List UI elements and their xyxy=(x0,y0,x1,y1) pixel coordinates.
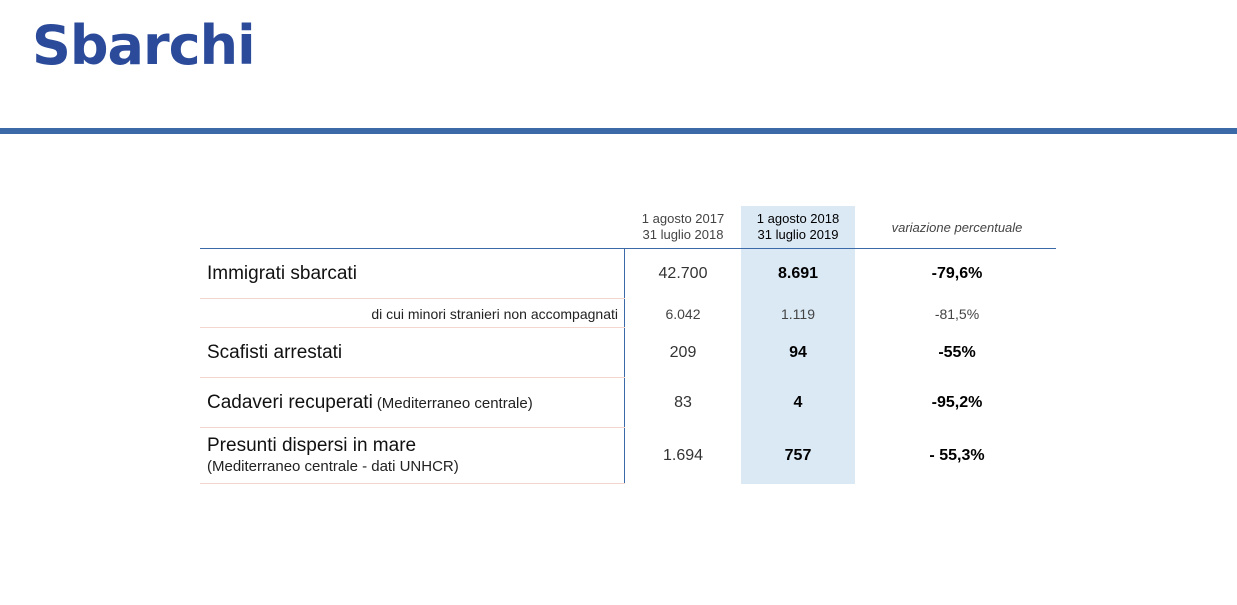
value-prev: 6.042 xyxy=(665,305,701,322)
column-header-variation: variazione percentuale xyxy=(891,220,1023,235)
column-header-curr-period xyxy=(741,211,855,243)
table-row xyxy=(200,328,1056,378)
table-row xyxy=(200,378,1056,428)
row-separator xyxy=(200,483,625,484)
value-variation: -79,6% xyxy=(931,265,983,282)
value-variation: -55% xyxy=(938,344,976,361)
title-divider xyxy=(0,128,1237,134)
column-header-prev-start: 1 agosto 2017 xyxy=(641,211,725,226)
value-curr: 757 xyxy=(784,447,812,464)
value-curr: 1.119 xyxy=(781,305,815,322)
table-row xyxy=(200,428,1056,484)
row-label-group xyxy=(207,378,622,428)
column-header-prev-end: 31 luglio 2018 xyxy=(642,227,724,242)
value-curr: 4 xyxy=(793,394,803,411)
row-label: Cadaveri recuperati xyxy=(207,392,373,413)
value-variation: -95,2% xyxy=(931,394,983,411)
row-label: Scafisti arrestati xyxy=(207,342,343,363)
value-prev: 1.694 xyxy=(662,447,704,464)
table-row xyxy=(200,299,1056,328)
value-curr: 94 xyxy=(789,344,807,361)
column-header-curr-start: 1 agosto 2018 xyxy=(756,211,840,226)
row-label-note: (Mediterraneo centrale) xyxy=(376,394,533,412)
page-title: Sbarchi xyxy=(32,14,255,77)
value-prev: 83 xyxy=(674,394,692,411)
row-label: Presunti dispersi in mare xyxy=(207,435,417,456)
value-variation: - 55,3% xyxy=(929,447,985,464)
row-label-note: (Mediterraneo centrale - dati UNHCR) xyxy=(207,458,459,475)
value-curr: 8.691 xyxy=(777,265,819,282)
row-label: Immigrati sbarcati xyxy=(207,263,357,284)
table-row xyxy=(200,249,1056,299)
row-label: di cui minori stranieri non accompagnati xyxy=(371,305,618,322)
value-prev: 42.700 xyxy=(658,265,708,282)
column-header-prev-period xyxy=(626,211,740,243)
value-prev: 209 xyxy=(669,344,697,361)
row-label-group xyxy=(207,428,622,484)
value-variation: -81,5% xyxy=(934,305,980,322)
column-header-curr-end: 31 luglio 2019 xyxy=(757,227,839,242)
